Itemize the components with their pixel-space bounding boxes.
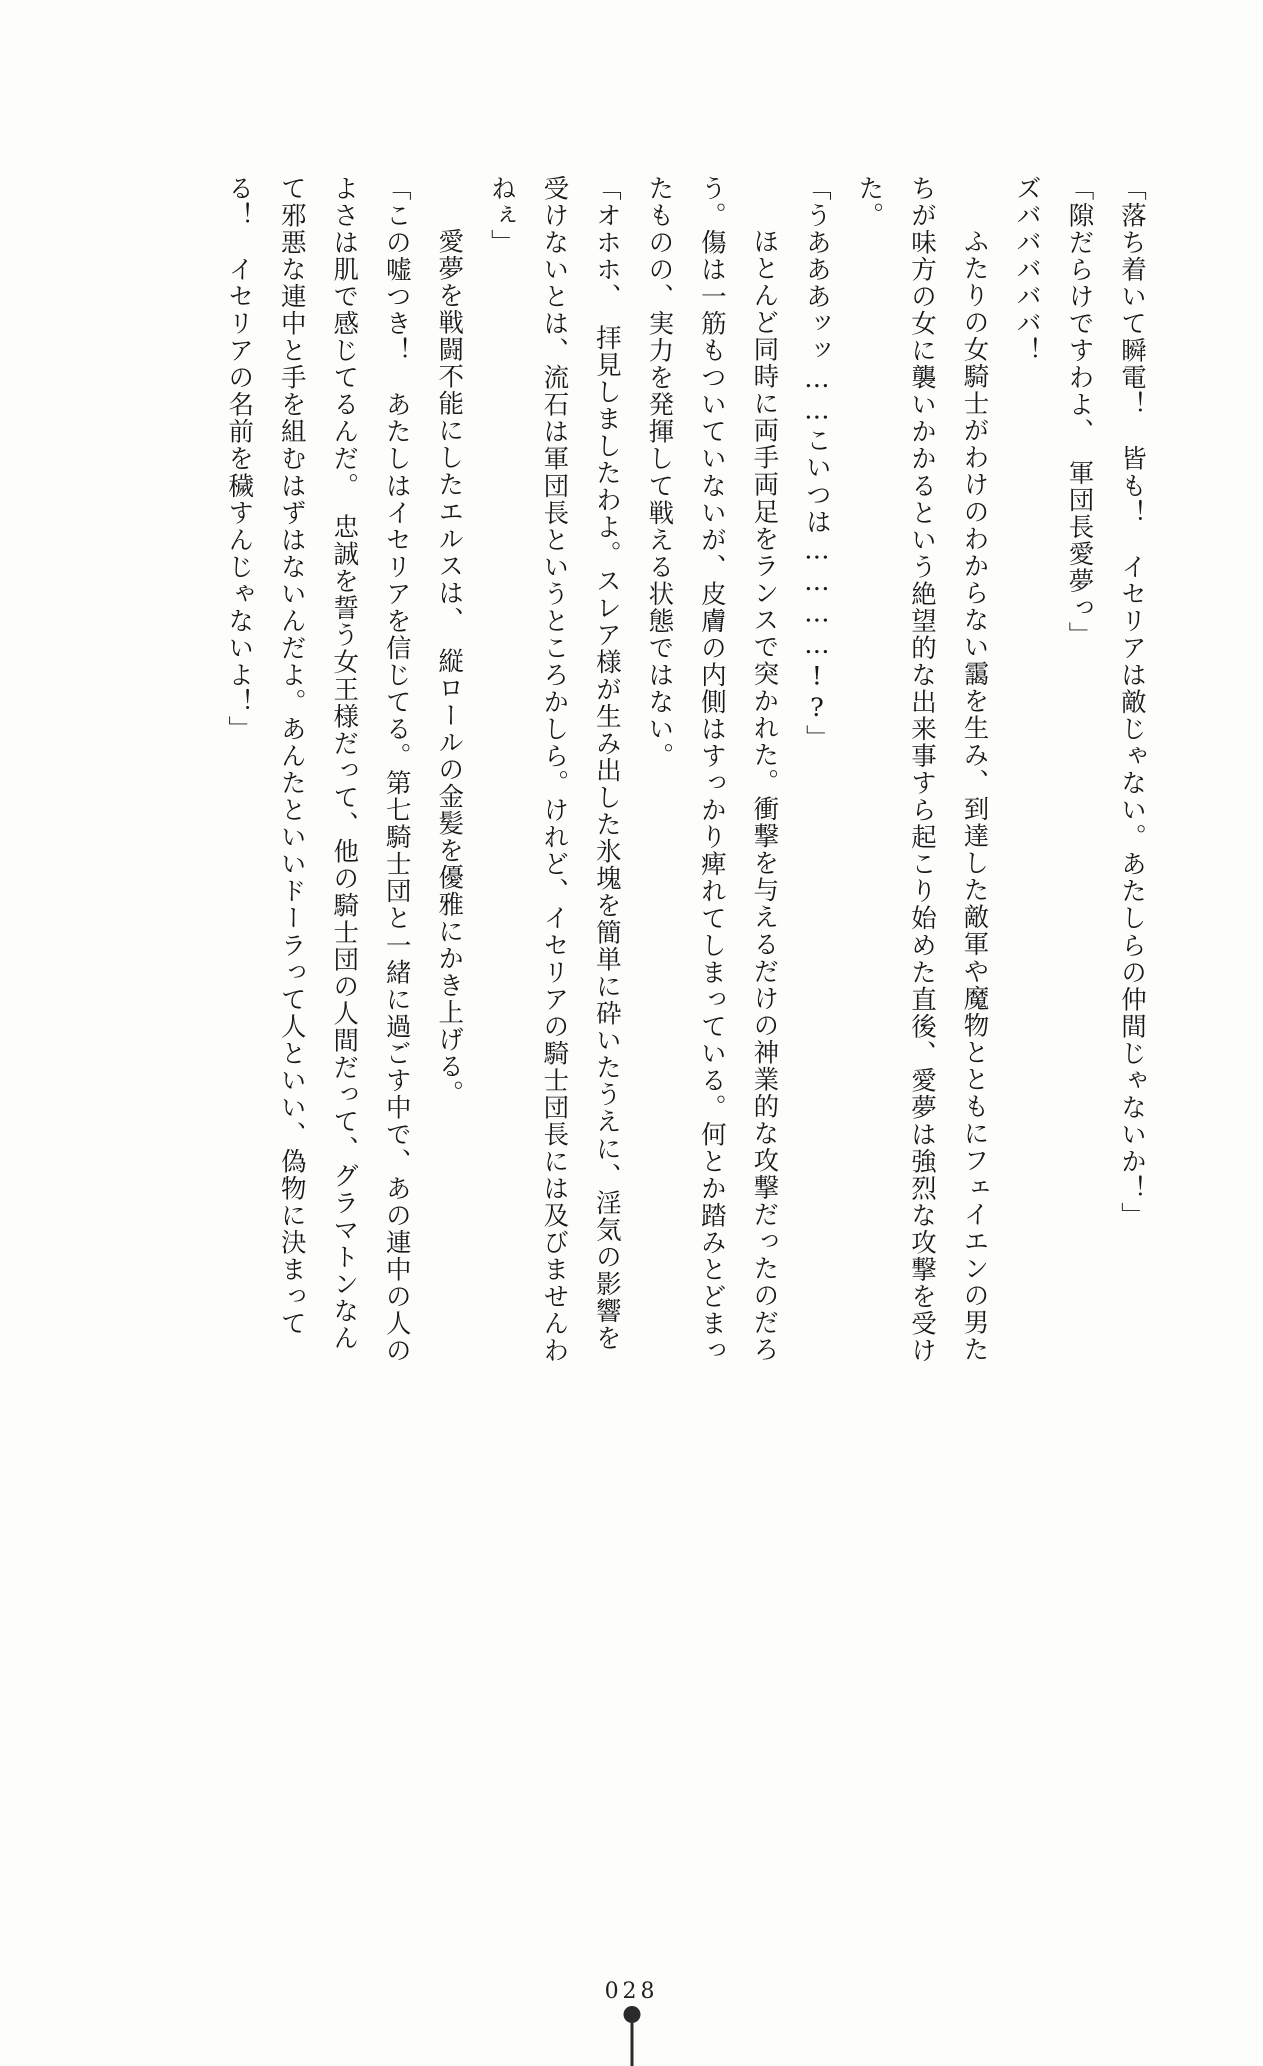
paragraph: ふたりの女騎士がわけのわからない靄を生み、到達した敵軍や魔物とともにフェイエンの男たちが味方の女に襲いかかるという絶望的な出来事すら起こり始めた直後、愛夢は強烈な攻撃を受けた。 [854,175,990,1365]
page-number: 028 [604,1979,659,2004]
paragraph: ズバババババ！ [1011,175,1042,365]
paragraph: 愛夢を戦闘不能にしたエルスは、 縦ロールの金髪を優雅にかき上げる。 [434,200,465,1107]
paragraph: 「落ち着いて瞬電！ 皆も！ イセリアは敵じゃない。あたしらの仲間じゃないか！」 [1117,175,1147,1230]
paragraph: ほとんど同時に両手両足をランスで突かれた。衝撃を与えるだけの神業的な攻撃だったのだろう。傷は一筋もついていないが、皮膚の内側はすっかり痺れてしまっている。何とか踏みとどまったものの、実力を発揮して戦える状態ではない。 [644,175,780,1365]
paragraph: 「隙だらけですわよ、 軍団長愛夢っ」 [1064,175,1095,649]
spine-line [630,2023,633,2066]
spine-dot-icon [623,2006,640,2023]
page-body-text [158,175,1158,1365]
paragraph: 「この嘘つき！ あたしはイセリアを信じてる。第七騎士団と一緒に過ごす中で、あの連中の人のよさは肌で感じてるんだ。 忠誠を誓う女王様だって、他の騎士団の人間だって、グラマトンなんて邪悪な連中と手を組むはずはないんだよ。あんたといいドーラって人といい、偽物に決まってる！ イセリアの名前を穢すんじゃないよ！」 [224,175,412,1365]
spine-marker [619,2006,645,2066]
paragraph: 「オホホ、 拝見しましたわよ。スレア様が生み出した氷塊を簡単に砕いたうえに、淫気の影響を受けないとは、流石は軍団長というところかしら。けれど、イセリアの騎士団長には及びませんわねぇ」 [486,175,622,1365]
paragraph: 「うあああッッ……こいつは…………!?」 [801,175,832,752]
